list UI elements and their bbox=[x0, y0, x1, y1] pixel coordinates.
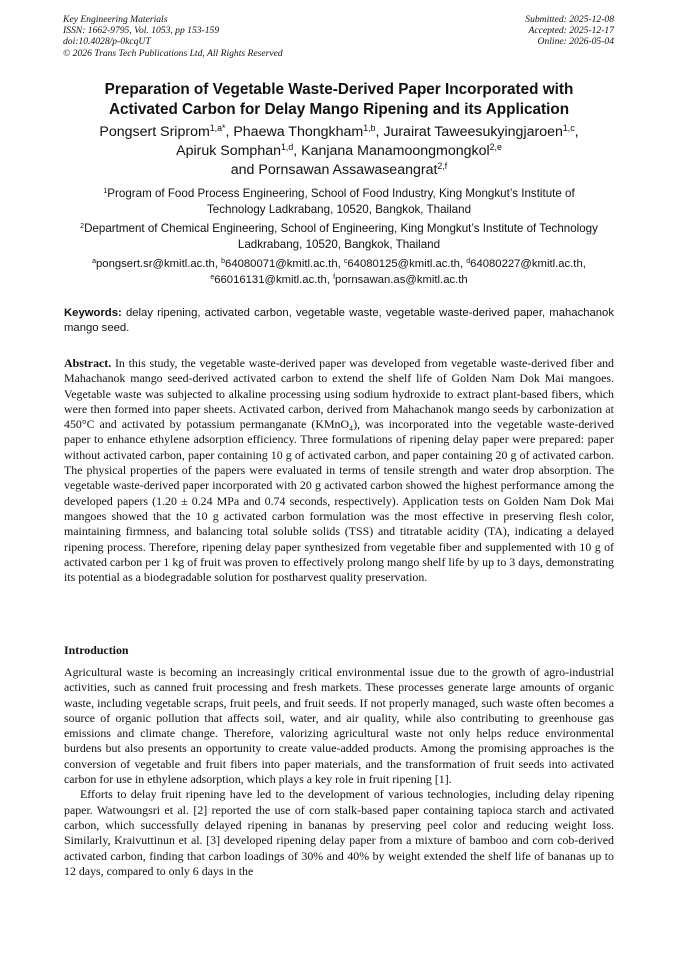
email-mark: a bbox=[92, 258, 97, 266]
author bbox=[99, 124, 233, 140]
online-date: Online: 2026-05-04 bbox=[537, 36, 614, 48]
title-line-1: Preparation of Vegetable Waste-Derived Paper Incorporated with bbox=[104, 81, 574, 98]
email-entry bbox=[92, 258, 221, 270]
keywords-label: Keywords: bbox=[64, 307, 122, 319]
keywords-text: delay ripening, activated carbon, vegetable waste, vegetable waste-derived paper, mahachanok mango seed. bbox=[64, 307, 614, 335]
author bbox=[231, 162, 447, 178]
paragraph: Agricultural waste is becoming an increasingly critical environmental issue due to the growth of agro-industrial activities, such as canned fruit processing and fresh markets. These processes generate large amounts of organic waste, including vegetable scraps, fruit peels, and fruit seeds. If not properly managed, such waste often becomes a source of organic pollution that affects soil, water, and air quality, while also contributing to greenhouse gas emissions and climate change. Therefore, valorizing agricultural waste not only helps reduce environmental burdens but also presents an opportunity to create value-added products. Among the promising approaches is the conversion of vegetable and fruit fibers into paper materials, and the transformation of fruit seeds into activated carbon for use in ethylene adsorption, which plays a key role in fruit ripening [1]. bbox=[64, 665, 614, 787]
section-heading-introduction: Introduction bbox=[64, 643, 129, 657]
author bbox=[176, 143, 301, 159]
email-separator: , bbox=[337, 258, 344, 270]
author bbox=[301, 143, 502, 159]
email-separator: , bbox=[214, 258, 222, 270]
email-entry bbox=[466, 258, 586, 270]
author-separator: , bbox=[293, 143, 302, 159]
paper-title bbox=[60, 80, 618, 120]
title-line-2: Activated Carbon for Delay Mango Ripening and its Application bbox=[108, 101, 570, 118]
abstract bbox=[64, 356, 614, 585]
email-mark: f bbox=[333, 273, 336, 281]
email-mark: d bbox=[466, 258, 471, 266]
affiliation-2 bbox=[75, 221, 603, 252]
author-affiliation-mark: 2,f bbox=[437, 161, 448, 172]
email-separator: , bbox=[582, 258, 586, 270]
author-affiliation-mark: 1,d bbox=[281, 142, 294, 153]
abstract-text: In this study, the vegetable waste-derived paper was developed from vegetable waste-derived fiber and Mahachanok mango seed-derived activated carbon to extend the shelf life of Golden Nam Dok Mai mangoes. Vegetable waste was subjected to alkaline processing using sodium hydroxide to extract plant-based fibers, which were then formed into paper sheets. Activated carbon, derived from Mahachanok mango seeds by carbonization at 450°C and activated by potassium permanganate (KMnO₄), was incorporated into the vegetable waste-derived paper to enhance ethylene adsorption efficiency. Three formulations of ripening delay paper were prepared: paper without activated carbon, paper containing 10 g of activated carbon, and paper containing 20 g of activated carbon. The physical properties of the papers were evaluated in terms of tensile strength and water drop absorption. The vegetable waste-derived paper incorporated with 20 g activated carbon showed the highest performance among the developed papers (1.20 ± 0.24 MPa and 0.74 seconds, respectively). Application tests on Golden Nam Dok Mai mangoes showed that the 10 g activated carbon formulation was the most effective in preserving flesh color, maintaining firmness, and balancing total soluble solids (TSS) and titratable acidity (TA), indicating a delayed ripening process. Therefore, ripening delay paper synthesized from vegetable fiber and supplemented with 10 g of activated carbon per 1 kg of fruit was proven to effectively prolong mango shelf life by up to 3 days, demonstrating its potential as a biodegradable solution for postharvest quality preservation. bbox=[64, 356, 614, 585]
affiliation-1 bbox=[75, 186, 603, 217]
author-name: and Pornsawan Assawaseangrat bbox=[230, 162, 438, 178]
author-emails bbox=[60, 257, 618, 288]
email-entry bbox=[344, 258, 466, 270]
email-entry bbox=[210, 273, 336, 286]
email-mark: b bbox=[221, 258, 226, 266]
email-address[interactable]: 64080125@kmitl.ac.th bbox=[347, 258, 460, 270]
affiliation-text: Program of Food Process Engineering, School of Food Industry, King Mongkut’s Institute of Technology Ladkrabang, 10520, Bangkok, Thailand bbox=[107, 187, 575, 216]
journal-name: Key Engineering Materials bbox=[63, 14, 168, 25]
affiliation-number: 1 bbox=[103, 186, 108, 196]
author-separator: , bbox=[574, 124, 579, 140]
email-separator: , bbox=[326, 273, 334, 286]
affiliation-text: Department of Chemical Engineering, School of Engineering, King Mongkut’s Institute of Technology Ladkrabang, 10520, Bangkok, Thailand bbox=[84, 222, 598, 251]
email-address[interactable]: pornsawan.as@kmitl.ac.th bbox=[335, 273, 468, 286]
author-affiliation-mark: 2,e bbox=[489, 142, 502, 153]
author-list bbox=[55, 123, 623, 180]
keywords bbox=[64, 306, 614, 336]
abstract-label: Abstract. bbox=[64, 356, 112, 370]
author-name: Apiruk Somphan bbox=[176, 143, 281, 159]
author-name: Kanjana Manamoongmongkol bbox=[301, 143, 490, 159]
accepted-date: Accepted: 2025-12-17 bbox=[528, 25, 614, 37]
affiliation-number: 2 bbox=[80, 221, 85, 231]
email-mark: e bbox=[210, 273, 215, 281]
author-separator: , bbox=[225, 124, 234, 140]
author-name: Phaewa Thongkham bbox=[233, 124, 364, 140]
author-name: Jurairat Taweesukyingjaroen bbox=[383, 124, 563, 140]
author-separator: , bbox=[375, 124, 384, 140]
author-affiliation-mark: 1,c bbox=[562, 123, 575, 134]
email-mark: c bbox=[343, 258, 348, 266]
paragraph: Efforts to delay fruit ripening have led to the development of various technologies, including delay ripening paper. Watwoungsri et al. [2] reported the use of corn stalk-based paper containing tapioca starch and activated carbon, which successfully delayed ripening in bananas by preserving peel color and reducing weight loss. Similarly, Kraivuttinun et al. [3] developed ripening delay paper from a mixture of bamboo and corn cob-derived activated carbon, finding that carbon loadings of 30% and 40% by weight extended the shelf life of bananas up to 12 days, compared to only 6 days in the bbox=[64, 787, 614, 878]
email-address[interactable]: 64080071@kmitl.ac.th bbox=[225, 258, 338, 270]
issn-volume: ISSN: 1662-9795, Vol. 1053, pp 153-159 bbox=[63, 25, 220, 37]
dates-header bbox=[525, 14, 614, 48]
email-address[interactable]: 66016131@kmitl.ac.th bbox=[214, 273, 327, 286]
author-affiliation-mark: 1,b bbox=[363, 123, 376, 134]
author bbox=[233, 124, 383, 140]
email-address[interactable]: 64080227@kmitl.ac.th bbox=[470, 258, 583, 270]
journal-header bbox=[63, 14, 283, 59]
email-entry bbox=[333, 274, 468, 286]
submitted-date: Submitted: 2025-12-08 bbox=[525, 14, 614, 25]
introduction-body bbox=[64, 665, 614, 879]
email-entry bbox=[221, 258, 344, 270]
author-name: Pongsert Sriprom bbox=[99, 124, 210, 140]
doi: doi:10.4028/p-0kcqUT bbox=[63, 36, 151, 48]
author bbox=[383, 124, 578, 140]
email-separator: , bbox=[459, 258, 467, 270]
author-affiliation-mark: 1,a* bbox=[209, 123, 226, 134]
email-address[interactable]: pongsert.sr@kmitl.ac.th bbox=[96, 258, 215, 270]
copyright: © 2026 Trans Tech Publications Ltd, All Rights Reserved bbox=[63, 47, 283, 59]
